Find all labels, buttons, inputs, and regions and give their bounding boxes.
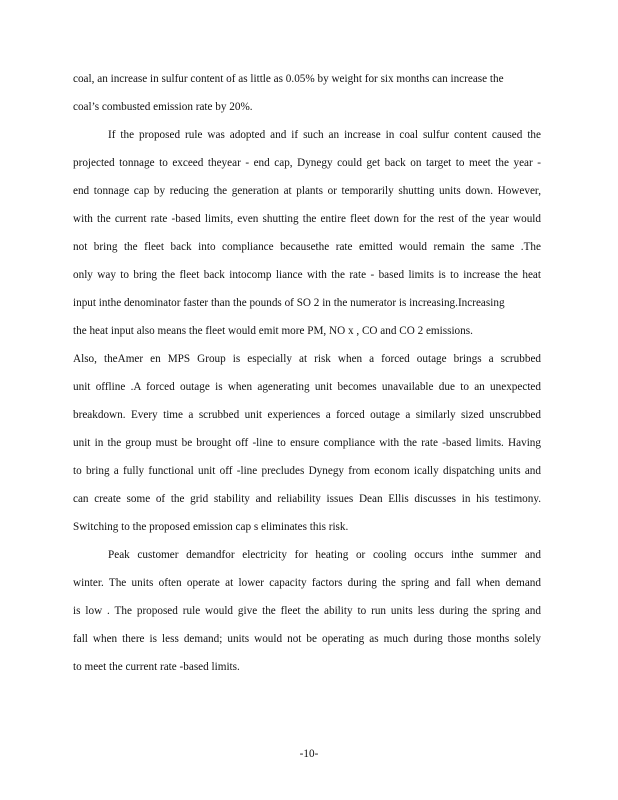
text-line: projected tonnage to exceed theyear - end cap, Dynegy could get back on target to meet the year - [73,157,541,169]
text-line: only way to bring the fleet back intocomp liance with the rate - based limits is to increase the heat [73,269,541,281]
text-line: If the proposed rule was adopted and if such an increase in coal sulfur content caused the [108,129,541,141]
text-line: breakdown. Every time a scrubbed unit experiences a forced outage a similarly sized unscrubbed [73,409,541,421]
text-line: to bring a fully functional unit off -line precludes Dynegy from econom ically dispatching units and [73,465,541,477]
text-line: with the current rate -based limits, even shutting the entire fleet down for the rest of the year would [73,213,541,225]
text-line: Peak customer demandfor electricity for heating or cooling occurs inthe summer and [108,549,541,561]
text-line: winter. The units often operate at lower capacity factors during the spring and fall when demand [73,577,541,589]
text-line: can create some of the grid stability and reliability issues Dean Ellis discusses in his testimony. [73,493,541,505]
text-line: coal, an increase in sulfur content of as little as 0.05% by weight for six months can increase the [73,73,504,85]
text-line: input inthe denominator faster than the pounds of SO 2 in the numerator is increasing.Increasing [73,297,505,309]
text-line: to meet the current rate -based limits. [73,661,240,673]
text-line: Switching to the proposed emission cap s eliminates this risk. [73,521,349,533]
text-line: not bring the fleet back into compliance becausethe rate emitted would remain the same .The [73,241,541,253]
text-line: the heat input also means the fleet would emit more PM, NO x , CO and CO 2 emissions. [73,325,473,337]
text-line: Also, theAmer en MPS Group is especially at risk when a forced outage brings a scrubbed [73,353,541,365]
text-line: end tonnage cap by reducing the generation at plants or temporarily shutting units down. However, [73,185,541,197]
text-line: unit in the group must be brought off -line to ensure compliance with the rate -based limits. Having [73,437,541,449]
text-line: fall when there is less demand; units would not be operating as much during those months solely [73,633,541,645]
page-number: -10- [299,748,319,760]
text-line: is low . The proposed rule would give the fleet the ability to run units less during the spring and [73,605,541,617]
text-line: coal’s combusted emission rate by 20%. [73,101,253,113]
text-line: unit offline .A forced outage is when agenerating unit becomes unavailable due to an unexpected [73,381,541,393]
